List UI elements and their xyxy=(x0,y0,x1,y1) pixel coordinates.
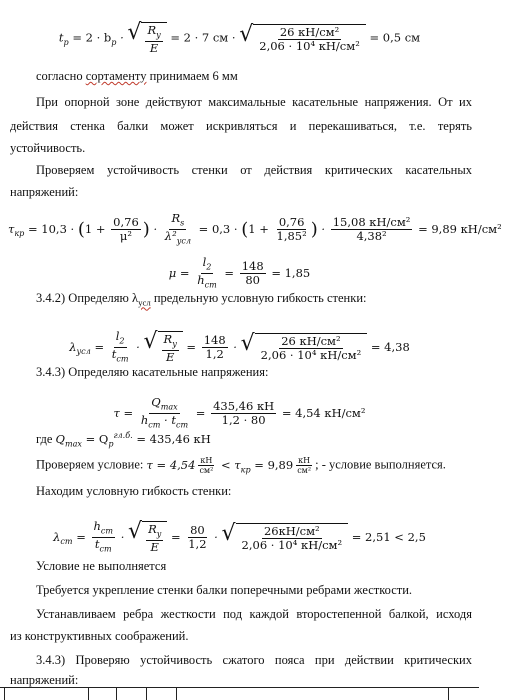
line-where: где $Q_{max} = Q_р^{гл.б.} = 435,46$ кН xyxy=(36,431,211,449)
formula-tp: $t_p = 2 \cdot b_p$ · √ $\frac{R_y}{E}$ = 2 · 7 см · √ $\frac{\text{26 кН/см²}}{\text{2,06 · 10⁴ кН/см²}}$ = 0,5 см xyxy=(58,20,421,56)
para-support-l2: действия стенка балки может искривляться и перекашиваться, т.е. терять xyxy=(10,119,472,133)
para-check-l1: Проверяем устойчивость стенки от действия критических касательных xyxy=(36,163,472,177)
table-col-line xyxy=(448,688,449,700)
formula-tau: τ = $\frac{Q_{max}}{h_{ст} \cdot t_{ст}}$ = $\frac{435,46 кН}{1,2 \cdot 80}$ = 4,54 кН/см² xyxy=(113,395,366,430)
formula-mu: μ = $\frac{l_2}{h_{ст}}$ = $\frac{148}{80}$ = 1,85 xyxy=(168,255,311,290)
table-col-line xyxy=(176,688,177,700)
para-344-l1: 3.4.3) Проверяю устойчивость сжатого пояса при действии критических xyxy=(36,653,472,667)
formula-lambda-st: $\lambda_{ст}$ = $\frac{h_{ст}}{t_{ст}}$ · √ $\frac{R_y}{E}$ = $\frac{80}{1,2}$ · √ $\frac{\text{26кН/см²}}{\text{2,06 · 10⁴ кН/см²}}$ = 2,51 < 2,5 xyxy=(53,519,426,555)
line-condition: Проверяем условие: τ = 4,54 $\frac{кН}{\text{см²}}$ < $\tau_{кр} = 9,89$ $\frac{кН}{\text{см²}}$ ; - условие выполняется. xyxy=(36,456,446,475)
line-343a: 3.4.3) Определяю касательные напряжения: xyxy=(36,365,269,379)
line-342: 3.4.2) Определяю $\lambda_{усл}$ предельную условную гибкость стенки: xyxy=(36,291,367,308)
para-check-l2: напряжений: xyxy=(10,185,79,199)
line-required: Требуется укрепление стенки балки поперечными ребрами жесткости. xyxy=(36,583,413,597)
para-support-l1: При опорной зоне действуют максимальные касательные напряжения. От их xyxy=(36,95,472,109)
line-not-met: Условие не выполняется xyxy=(36,559,167,573)
table-col-line xyxy=(116,688,117,700)
sortament-line: согласно сортаменту принимаем 6 мм xyxy=(36,69,238,83)
para-ribs-l2: из конструктивных соображений. xyxy=(10,629,189,643)
table-col-line xyxy=(4,688,5,700)
line-find: Находим условную гибкость стенки: xyxy=(36,484,232,498)
para-support-l3: устойчивость. xyxy=(10,141,86,155)
para-344-l2: напряжений: xyxy=(10,673,79,687)
formula-lambda-usl: $\lambda_{усл}$ = $\frac{l_2}{t_{ст}}$ · √ $\frac{R_y}{E}$ = $\frac{148}{1,2}$ · √ $\frac{\text{26 кН/см²}}{\text{2,06 · 10⁴ кН/см²}}$ = 4,38 xyxy=(69,329,410,365)
formula-tau-kr: $\tau_{кр} = 10,3 \cdot (1$ + $\frac{0,76}{\text{μ²}}$ ) · $\frac{R_s}{\lambda^2_{усл}}$ = 0,3 · (1 + $\frac{0,76}{\text{1,85²}}$ ) · $\frac{\text{15,08 кН/см²}}{\text{4,38²}}$ = 9,89 кН/см² xyxy=(8,211,502,246)
table-top-edge xyxy=(0,687,479,700)
table-col-line xyxy=(146,688,147,700)
para-ribs-l1: Устанавливаем ребра жесткости под каждой второстепенной балкой, исходя xyxy=(36,607,472,621)
table-col-line xyxy=(88,688,89,700)
